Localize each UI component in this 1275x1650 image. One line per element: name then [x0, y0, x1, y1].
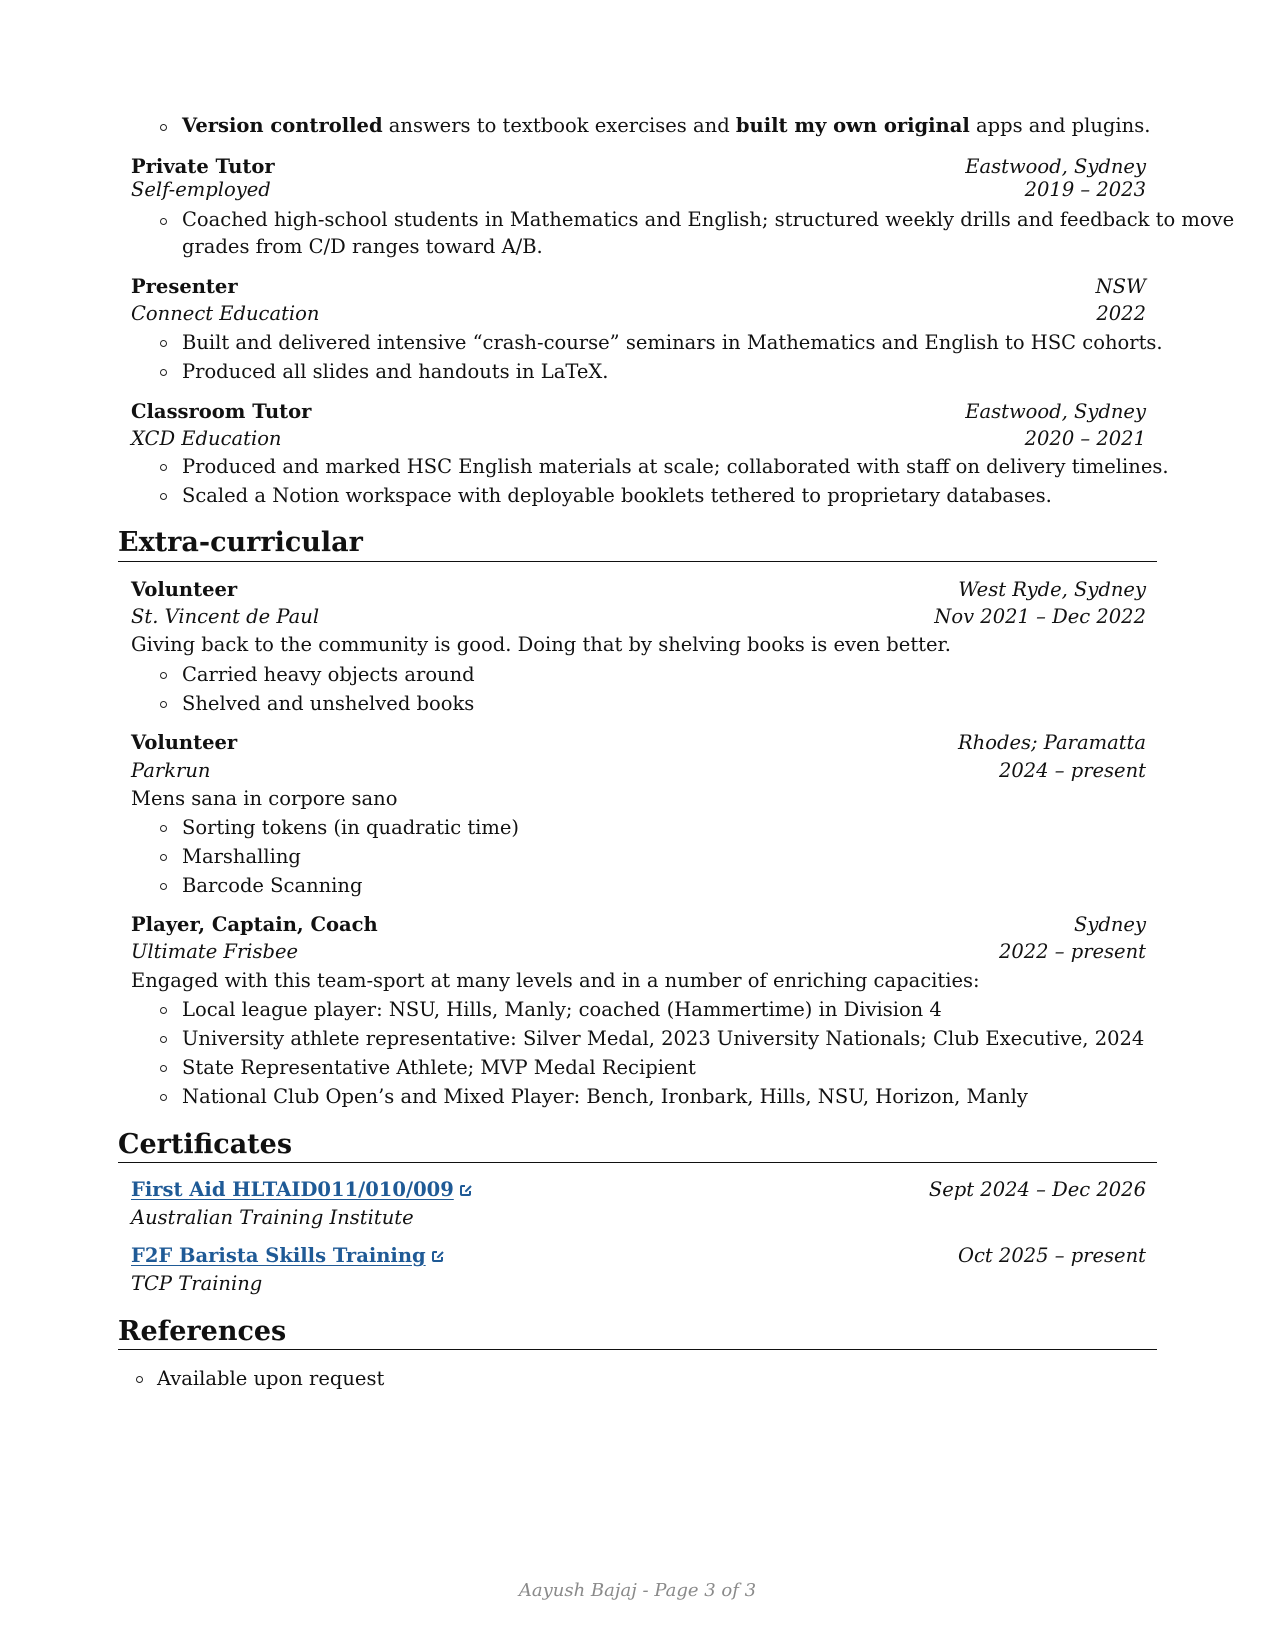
list-item: Marshalling	[182, 845, 301, 868]
certificate-name[interactable]: First Aid HLTAID011/010/009	[131, 1178, 454, 1201]
certificate-dates: Oct 2025 – present	[957, 1244, 1146, 1267]
section-divider	[118, 1349, 1157, 1350]
bullet-icon	[160, 672, 167, 679]
list-item: State Representative Athlete; MVP Medal Recipient	[182, 1056, 696, 1079]
certificate-dates: Sept 2024 – Dec 2026	[928, 1178, 1146, 1201]
bullet-icon	[160, 1007, 167, 1014]
certificate-link-barista[interactable]	[131, 1244, 443, 1268]
job-org: Self-employed	[131, 178, 271, 201]
certificate-link-first-aid[interactable]	[131, 1178, 471, 1202]
activity-title: Volunteer	[131, 578, 238, 601]
bullet-icon	[160, 464, 167, 471]
section-divider	[118, 1162, 1157, 1163]
bullet-icon	[160, 493, 167, 500]
activity-dates: 2024 – present	[998, 759, 1146, 782]
section-heading-extracurricular: Extra-curricular	[118, 527, 363, 558]
list-item: Coached high-school students in Mathematics and English; structured weekly drills and feedback to move	[182, 208, 1235, 231]
list-item: Available upon request	[157, 1367, 385, 1390]
activity-title: Volunteer	[131, 731, 238, 754]
list-item: Carried heavy objects around	[182, 663, 475, 686]
job-location: Eastwood, Sydney	[965, 400, 1146, 423]
job-title: Private Tutor	[131, 155, 275, 178]
text: apps and plugins.	[969, 114, 1151, 137]
list-item: University athlete representative: Silver Medal, 2023 University Nationals; Club Executive, 2024	[182, 1027, 1145, 1050]
job-location: Eastwood, Sydney	[965, 155, 1146, 178]
bold-text: Version controlled	[182, 114, 383, 137]
text: answers to textbook exercises and	[382, 114, 736, 137]
external-link-icon[interactable]	[460, 1185, 471, 1196]
activity-location: Rhodes; Paramatta	[957, 731, 1146, 754]
section-heading-certificates: Certificates	[118, 1129, 293, 1160]
job-org: Connect Education	[131, 302, 320, 325]
bold-text: built my own original	[735, 114, 970, 137]
activity-org: St. Vincent de Paul	[131, 605, 320, 628]
activity-summary: Engaged with this team-sport at many levels and in a number of enriching capacities:	[131, 969, 980, 992]
list-item: National Club Open’s and Mixed Player: Bench, Ironbark, Hills, NSU, Horizon, Manly	[182, 1085, 1028, 1108]
activity-location: West Ryde, Sydney	[958, 578, 1146, 601]
bullet-icon	[160, 825, 167, 832]
job-dates: 2020 – 2021	[1024, 427, 1146, 450]
job-location: NSW	[1095, 275, 1146, 298]
page-footer: Aayush Bajaj - Page 3 of 3	[518, 1580, 757, 1601]
activity-org: Ultimate Frisbee	[131, 940, 299, 963]
bullet-icon	[160, 1094, 167, 1101]
activity-location: Sydney	[1074, 913, 1146, 936]
list-item: Local league player: NSU, Hills, Manly; coached (Hammertime) in Division 4	[182, 998, 942, 1021]
list-item: Scaled a Notion workspace with deployable booklets tethered to proprietary databases.	[182, 484, 1052, 507]
activity-title: Player, Captain, Coach	[131, 913, 378, 936]
bullet-icon	[160, 340, 167, 347]
bullet-icon	[160, 1036, 167, 1043]
job-dates: 2022	[1096, 302, 1146, 325]
activity-dates: Nov 2021 – Dec 2022	[934, 605, 1146, 628]
bullet-icon	[136, 1376, 143, 1383]
bullet-icon	[160, 701, 167, 708]
certificate-issuer: TCP Training	[131, 1272, 263, 1295]
job-org: XCD Education	[131, 427, 282, 450]
job-dates: 2019 – 2023	[1024, 178, 1146, 201]
activity-org: Parkrun	[131, 759, 211, 782]
activity-dates: 2022 – present	[998, 940, 1146, 963]
bullet-icon	[160, 369, 167, 376]
section-heading-references: References	[118, 1316, 287, 1347]
bullet-icon	[160, 1065, 167, 1072]
bullet-icon	[160, 218, 167, 225]
list-item: Built and delivered intensive “crash-course” seminars in Mathematics and English to HSC cohorts.	[182, 331, 1163, 354]
certificate-issuer: Australian Training Institute	[131, 1206, 414, 1229]
activity-summary: Giving back to the community is good. Doing that by shelving books is even better.	[131, 633, 951, 656]
list-item: Sorting tokens (in quadratic time)	[182, 816, 520, 839]
external-link-icon[interactable]	[432, 1251, 443, 1262]
activity-summary: Mens sana in corpore sano	[131, 787, 398, 810]
bullet-icon	[160, 854, 167, 861]
job-title: Presenter	[131, 275, 238, 298]
list-item: Barcode Scanning	[182, 874, 363, 897]
bullet-icon	[160, 124, 167, 131]
certificate-name[interactable]: F2F Barista Skills Training	[131, 1244, 426, 1267]
list-item-continuation: grades from C/D ranges toward A/B.	[182, 235, 543, 258]
section-divider	[118, 561, 1157, 562]
list-item: Shelved and unshelved books	[182, 692, 475, 715]
list-item: Produced all slides and handouts in LaTeX.	[182, 360, 609, 383]
list-item	[182, 114, 1150, 138]
bullet-icon	[160, 883, 167, 890]
job-title: Classroom Tutor	[131, 400, 312, 423]
list-item: Produced and marked HSC English materials at scale; collaborated with staff on delivery timelines.	[182, 455, 1169, 478]
